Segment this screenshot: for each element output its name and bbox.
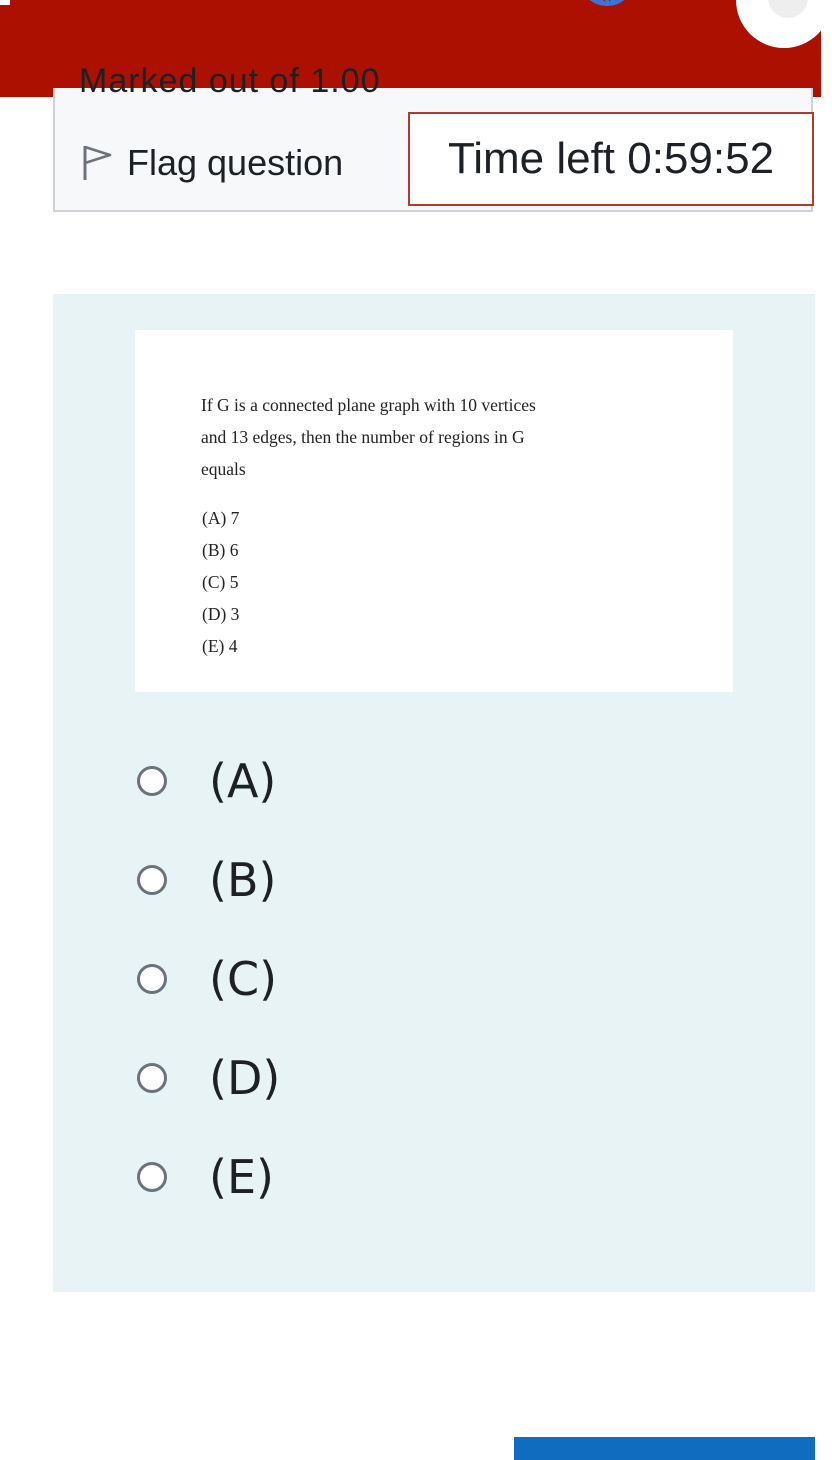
radio-button[interactable] [137,766,167,796]
question-line: If G is a connected plane graph with 10 vertices [201,395,536,415]
radio-button[interactable] [137,964,167,994]
answer-option-b[interactable] [137,853,276,907]
radio-button[interactable] [137,1063,167,1093]
answer-option-c[interactable] [137,952,277,1006]
answer-option-e[interactable] [137,1150,274,1204]
radio-button[interactable] [137,865,167,895]
answer-label: (C) [209,952,278,1006]
question-panel [53,294,815,1292]
answer-option-d[interactable] [137,1051,280,1105]
flag-question-label: Flag question [127,142,344,183]
flag-icon [81,144,113,182]
quiz-timer: Time left 0:59:52 [408,112,814,206]
answer-label: (E) [209,1150,274,1204]
marks-text: Marked out of 1.00 [79,62,381,100]
question-choices [202,502,239,662]
choice-b-text: (B) 6 [202,540,239,560]
choice-d-text: (D) 3 [202,604,240,624]
question-line: equals [201,459,246,479]
next-page-button[interactable] [514,1437,815,1460]
choice-a-text: (A) 7 [202,508,240,528]
globe-icon[interactable] [577,0,637,20]
choice-e-text: (E) 4 [202,636,238,656]
user-avatar[interactable] [736,0,832,48]
question-text [201,389,637,485]
menu-icon[interactable] [0,0,10,5]
answer-option-a[interactable] [137,754,276,808]
question-line: and 13 edges, then the number of regions in G [201,427,525,447]
choice-c-text: (C) 5 [202,572,239,592]
radio-button[interactable] [137,1162,167,1192]
question-image [135,330,733,692]
answer-label: (B) [209,853,277,907]
flag-question-button[interactable] [81,142,343,184]
answer-label: (A) [209,754,277,808]
answer-label: (D) [209,1051,281,1105]
